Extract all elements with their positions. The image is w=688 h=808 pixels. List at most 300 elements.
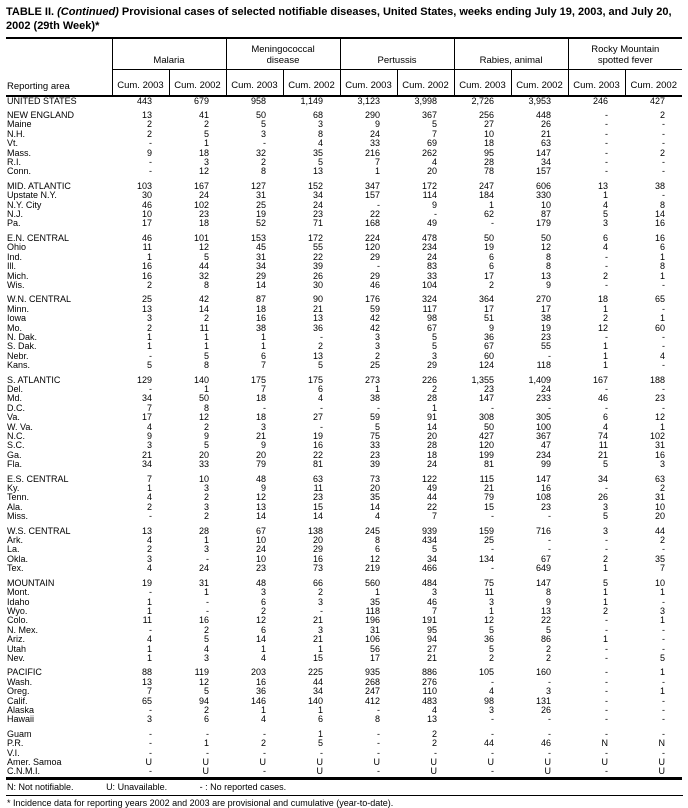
- value-cell: 34: [141, 393, 152, 404]
- value-cell: -: [548, 535, 552, 546]
- value-cell: 16: [313, 553, 324, 564]
- value-cell: 2: [603, 605, 609, 616]
- value-cell: 4: [318, 138, 324, 149]
- value-cell: 21: [313, 615, 324, 626]
- value-cell: -: [320, 402, 324, 413]
- value-cell: 12: [370, 553, 381, 564]
- value-cell: -: [377, 704, 381, 715]
- value-cell: 5: [203, 440, 209, 451]
- value-cell: 14: [255, 511, 266, 522]
- value-cell: 1: [660, 270, 666, 281]
- table-row: [6, 645, 682, 654]
- reporting-area-cell: Mont.: [7, 587, 30, 598]
- value-cell: 3: [432, 587, 438, 598]
- value-cell: 147: [479, 393, 495, 404]
- value-cell: 29: [370, 251, 381, 262]
- table-row: [6, 758, 682, 767]
- value-cell: 24: [541, 383, 552, 394]
- value-cell: 560: [364, 577, 381, 588]
- reporting-area-cell: Ala.: [7, 501, 23, 512]
- reporting-area-cell: NEW ENGLAND: [7, 110, 75, 120]
- value-cell: 434: [422, 535, 438, 546]
- reporting-area-cell: Vt.: [7, 138, 19, 149]
- value-cell: 5: [260, 119, 266, 130]
- value-cell: 27: [427, 643, 438, 654]
- value-cell: 3: [432, 350, 438, 361]
- value-cell: U: [145, 757, 152, 767]
- reporting-area-cell: Guam: [7, 728, 32, 739]
- value-cell: 5: [203, 251, 209, 262]
- value-cell: 1: [375, 383, 381, 394]
- table-row: [6, 503, 682, 512]
- reporting-area-cell: Oreg.: [7, 686, 30, 697]
- value-cell: 9: [260, 440, 266, 451]
- value-cell: 16: [655, 232, 666, 243]
- value-cell: 8: [203, 360, 209, 371]
- value-cell: -: [662, 624, 666, 635]
- value-cell: 1: [660, 421, 666, 432]
- value-cell: -: [662, 119, 666, 130]
- value-cell: 1: [489, 199, 495, 210]
- value-cell: -: [149, 766, 152, 777]
- value-cell: 73: [370, 473, 381, 484]
- table-row: [6, 715, 682, 724]
- value-cell: 35: [655, 553, 666, 564]
- value-cell: 176: [364, 294, 381, 305]
- value-cell: 10: [541, 199, 552, 210]
- table-row: [6, 413, 682, 422]
- value-cell: 7: [432, 511, 438, 522]
- value-cell: -: [662, 402, 666, 413]
- value-cell: 1: [603, 563, 609, 574]
- value-cell: 13: [313, 313, 324, 324]
- value-cell: 2: [318, 341, 324, 352]
- value-cell: 79: [484, 492, 495, 503]
- value-cell: -: [605, 747, 609, 758]
- table-row: [6, 243, 682, 252]
- value-cell: 36: [484, 331, 495, 342]
- value-cell: 21: [484, 483, 495, 494]
- value-cell: 247: [479, 180, 495, 191]
- table-row: [6, 111, 682, 120]
- value-cell: 448: [536, 110, 552, 120]
- value-cell: 131: [536, 695, 552, 706]
- reporting-area-cell: Miss.: [7, 511, 28, 522]
- value-cell: 6: [318, 714, 324, 725]
- value-cell: -: [263, 747, 266, 758]
- value-cell: -: [605, 535, 609, 546]
- value-cell: 117: [422, 303, 438, 314]
- value-cell: 38: [370, 393, 381, 404]
- value-cell: 31: [255, 251, 266, 262]
- value-cell: 22: [313, 449, 324, 460]
- value-cell: 34: [541, 157, 552, 168]
- value-cell: 2: [203, 313, 209, 324]
- reporting-area-cell: Del.: [7, 383, 24, 394]
- value-cell: -: [149, 138, 152, 149]
- value-cell: N: [658, 738, 666, 749]
- value-cell: 2: [489, 652, 495, 663]
- reporting-area-cell: N. Dak.: [7, 331, 38, 342]
- value-cell: 22: [370, 209, 381, 220]
- value-cell: 6: [260, 350, 266, 361]
- reporting-area-cell: Nebr.: [7, 350, 29, 361]
- value-cell: 2: [203, 421, 209, 432]
- reporting-area-cell: Ill.: [7, 261, 16, 272]
- value-cell: -: [491, 218, 495, 229]
- value-cell: 3: [318, 624, 324, 635]
- value-cell: 16: [255, 676, 266, 687]
- value-cell: 118: [536, 360, 552, 371]
- value-cell: 2: [146, 501, 152, 512]
- value-cell: 18: [198, 218, 209, 229]
- value-cell: 9: [432, 199, 438, 210]
- value-cell: -: [377, 261, 381, 272]
- table-row: [6, 555, 682, 564]
- value-cell: -: [662, 634, 666, 645]
- value-cell: -: [320, 747, 324, 758]
- value-cell: 2: [489, 279, 495, 290]
- value-cell: 23: [541, 501, 552, 512]
- value-cell: 122: [422, 473, 438, 484]
- value-cell: 216: [364, 147, 381, 158]
- reporting-area-cell: S. Dak.: [7, 341, 37, 352]
- value-cell: 1: [146, 605, 152, 616]
- value-cell: 1: [146, 483, 152, 494]
- value-cell: 3: [375, 341, 381, 352]
- value-cell: -: [434, 747, 438, 758]
- reporting-area-cell: Mass.: [7, 147, 32, 158]
- value-cell: 716: [536, 525, 552, 536]
- table-header: [6, 38, 682, 96]
- value-cell: 94: [198, 695, 209, 706]
- value-cell: 56: [370, 643, 381, 654]
- value-cell: -: [548, 676, 552, 687]
- value-cell: 13: [598, 180, 609, 191]
- value-cell: 3: [146, 313, 152, 324]
- value-cell: 33: [198, 459, 209, 470]
- value-cell: -: [605, 544, 609, 555]
- reporting-area-cell: Wis.: [7, 279, 25, 290]
- value-cell: 19: [484, 242, 495, 253]
- value-cell: 1: [260, 643, 266, 654]
- value-cell: 14: [370, 501, 381, 512]
- value-cell: 939: [422, 525, 438, 536]
- table-title-prefix: TABLE II.: [6, 6, 55, 18]
- value-cell: 219: [364, 563, 381, 574]
- value-cell: -: [206, 728, 209, 739]
- value-cell: 26: [541, 704, 552, 715]
- value-cell: 49: [427, 483, 438, 494]
- value-cell: 958: [250, 95, 266, 106]
- reporting-area-cell: Tenn.: [7, 492, 30, 503]
- value-cell: 44: [655, 525, 666, 536]
- value-cell: 5: [203, 686, 209, 697]
- table-title: [6, 5, 682, 34]
- value-cell: U: [202, 766, 209, 777]
- col-header-rabies-cum-2003: Cum. 2003: [454, 69, 511, 96]
- value-cell: 3: [203, 544, 209, 555]
- value-cell: 2: [203, 704, 209, 715]
- col-header-meningococcal-cum-2003: Cum. 2003: [226, 69, 283, 96]
- value-cell: 13: [141, 676, 152, 687]
- value-cell: 8: [546, 251, 552, 262]
- value-cell: 9: [146, 147, 152, 158]
- value-cell: 50: [484, 232, 495, 243]
- value-cell: 2: [432, 728, 438, 739]
- value-cell: -: [662, 166, 666, 177]
- reporting-area-cell: V.I.: [7, 747, 20, 758]
- table-row: [6, 262, 682, 271]
- table-row: [6, 654, 682, 663]
- value-cell: 234: [422, 242, 438, 253]
- value-cell: 4: [489, 686, 495, 697]
- value-cell: 120: [479, 440, 495, 451]
- value-cell: -: [377, 738, 381, 749]
- value-cell: 68: [313, 110, 324, 120]
- value-cell: 29: [313, 544, 324, 555]
- value-cell: 15: [313, 501, 324, 512]
- value-cell: 3: [203, 652, 209, 663]
- value-cell: 168: [364, 218, 381, 229]
- value-cell: 44: [313, 676, 324, 687]
- value-cell: 7: [260, 360, 266, 371]
- value-cell: 81: [313, 459, 324, 470]
- table-row: [6, 120, 682, 129]
- value-cell: 225: [307, 667, 324, 678]
- value-cell: 364: [479, 294, 495, 305]
- table-row: [6, 475, 682, 484]
- value-cell: U: [430, 757, 438, 767]
- value-cell: -: [662, 341, 666, 352]
- value-cell: 67: [255, 525, 266, 536]
- value-cell: 5: [318, 738, 324, 749]
- value-cell: 34: [427, 553, 438, 564]
- value-cell: -: [548, 747, 552, 758]
- table-row: [6, 441, 682, 450]
- table-title-continued: (Continued): [57, 6, 119, 18]
- value-cell: 1: [203, 383, 209, 394]
- value-cell: 23: [541, 331, 552, 342]
- value-cell: -: [662, 279, 666, 290]
- value-cell: 4: [660, 350, 666, 361]
- value-cell: 23: [313, 209, 324, 220]
- value-cell: 3: [203, 483, 209, 494]
- value-cell: 2: [660, 483, 666, 494]
- value-cell: -: [662, 643, 666, 654]
- value-cell: 2: [375, 350, 381, 361]
- reporting-area-cell: Md.: [7, 393, 23, 404]
- value-cell: 17: [484, 303, 495, 314]
- table-row: [6, 545, 682, 554]
- value-cell: 245: [364, 525, 381, 536]
- value-cell: 60: [484, 350, 495, 361]
- value-cell: 14: [427, 421, 438, 432]
- value-cell: 367: [536, 431, 552, 441]
- value-cell: 69: [427, 138, 438, 149]
- reporting-area-cell: N.Y. City: [7, 199, 42, 210]
- value-cell: 102: [193, 199, 209, 210]
- value-cell: 81: [484, 459, 495, 470]
- value-cell: 3: [203, 157, 209, 168]
- value-cell: -: [605, 157, 609, 168]
- value-cell: 1: [318, 728, 324, 739]
- table-row: [6, 668, 682, 677]
- value-cell: 79: [255, 459, 266, 470]
- value-cell: 6: [660, 242, 666, 253]
- value-cell: 5: [318, 360, 324, 371]
- value-cell: 38: [655, 180, 666, 191]
- value-cell: 62: [484, 209, 495, 220]
- reporting-area-cell: Tex.: [7, 563, 24, 574]
- value-cell: -: [662, 303, 666, 314]
- value-cell: 18: [484, 138, 495, 149]
- table-row: [6, 385, 682, 394]
- table-legend: [6, 780, 683, 796]
- value-cell: 50: [541, 232, 552, 243]
- value-cell: 2,726: [471, 95, 495, 106]
- value-cell: 49: [427, 218, 438, 229]
- value-cell: 104: [422, 279, 438, 290]
- value-cell: 4: [146, 535, 152, 546]
- table-row: [6, 167, 682, 176]
- table-row: [6, 451, 682, 460]
- value-cell: 147: [536, 577, 552, 588]
- value-cell: 146: [250, 695, 266, 706]
- value-cell: 20: [313, 535, 324, 546]
- value-cell: 5: [203, 128, 209, 139]
- value-cell: -: [548, 714, 552, 725]
- value-cell: -: [605, 331, 609, 342]
- value-cell: -: [149, 350, 152, 361]
- value-cell: 11: [142, 615, 152, 626]
- value-cell: 224: [364, 232, 381, 243]
- value-cell: 3: [489, 596, 495, 607]
- value-cell: 41: [198, 110, 209, 120]
- value-cell: -: [662, 360, 666, 371]
- value-cell: 1: [660, 313, 666, 324]
- value-cell: 46: [370, 279, 381, 290]
- value-cell: 2: [603, 313, 609, 324]
- reporting-area-cell: Kans.: [7, 360, 31, 371]
- value-cell: 179: [536, 218, 552, 229]
- value-cell: 20: [198, 449, 209, 460]
- table-row: [6, 706, 682, 715]
- value-cell: 5: [375, 421, 381, 432]
- value-cell: 3: [603, 525, 609, 536]
- table-row: [6, 635, 682, 644]
- value-cell: 1: [603, 350, 609, 361]
- reporting-area-cell: Pa.: [7, 218, 21, 229]
- value-cell: N: [601, 738, 609, 749]
- table-row: [6, 423, 682, 432]
- value-cell: 1: [660, 587, 666, 598]
- value-cell: 46: [541, 738, 552, 749]
- value-cell: 1: [203, 331, 209, 342]
- value-cell: 2: [432, 738, 438, 749]
- col-header-rmsf-cum-2002: Cum. 2002: [625, 69, 682, 96]
- value-cell: 427: [479, 431, 495, 441]
- value-cell: 262: [422, 147, 438, 158]
- reporting-area-cell: MID. ATLANTIC: [7, 180, 71, 191]
- value-cell: 1: [432, 402, 438, 413]
- value-cell: 39: [370, 459, 381, 470]
- value-cell: 12: [198, 676, 209, 687]
- value-cell: 10: [655, 501, 666, 512]
- reporting-area-cell: Conn.: [7, 166, 32, 177]
- value-cell: -: [605, 483, 609, 494]
- value-cell: 31: [370, 624, 381, 635]
- reporting-area-cell: Upstate N.Y.: [7, 190, 57, 201]
- value-cell: 60: [655, 322, 666, 333]
- value-cell: -: [605, 147, 609, 158]
- value-cell: 606: [536, 180, 552, 191]
- value-cell: 46: [141, 232, 152, 243]
- value-cell: 3,123: [357, 95, 381, 106]
- value-cell: 94: [427, 634, 438, 645]
- table-row: [6, 182, 682, 191]
- value-cell: 23: [198, 209, 209, 220]
- value-cell: 6: [603, 412, 609, 423]
- value-cell: 1: [318, 704, 324, 715]
- value-cell: 21: [141, 449, 152, 460]
- value-cell: 1: [146, 251, 152, 262]
- value-cell: -: [605, 119, 609, 130]
- value-cell: 443: [136, 95, 152, 106]
- value-cell: -: [149, 166, 152, 177]
- reporting-area-cell: N.C.: [7, 431, 25, 441]
- reporting-area-cell: PACIFIC: [7, 667, 42, 678]
- value-cell: -: [149, 728, 152, 739]
- value-cell: 1: [489, 605, 495, 616]
- value-cell: 4: [260, 652, 266, 663]
- value-cell: 3: [603, 218, 609, 229]
- reporting-area-cell: Ind.: [7, 251, 23, 262]
- value-cell: -: [662, 138, 666, 149]
- reporting-area-cell: Calif.: [7, 695, 28, 706]
- value-cell: 25: [484, 535, 495, 546]
- reporting-area-cell: C.N.M.I.: [7, 766, 40, 777]
- table-row: [6, 191, 682, 200]
- value-cell: -: [605, 728, 609, 739]
- value-cell: -: [605, 279, 609, 290]
- value-cell: U: [373, 757, 381, 767]
- value-cell: -: [548, 402, 552, 413]
- value-cell: 18: [598, 294, 609, 305]
- value-cell: -: [662, 728, 666, 739]
- table-title-rest: Provisional cases of selected notifiable diseases, United States, weeks ending July 19, 2003, and July 20, 2002 (29th Week)*: [6, 6, 672, 33]
- value-cell: 98: [484, 695, 495, 706]
- reporting-area-cell: Ohio: [7, 242, 27, 253]
- value-cell: 110: [422, 686, 438, 697]
- col-header-rmsf-cum-2003: Cum. 2003: [568, 69, 625, 96]
- reporting-area-cell: R.I.: [7, 157, 22, 168]
- value-cell: 3: [546, 686, 552, 697]
- value-cell: -: [605, 667, 609, 678]
- value-cell: 39: [313, 261, 324, 272]
- table-row: [6, 234, 682, 243]
- value-cell: 9: [489, 322, 495, 333]
- value-cell: 8: [660, 199, 666, 210]
- value-cell: 246: [593, 95, 609, 106]
- value-cell: -: [149, 587, 152, 598]
- value-cell: -: [491, 728, 495, 739]
- value-cell: 33: [427, 270, 438, 281]
- value-cell: 67: [427, 322, 438, 333]
- value-cell: 16: [541, 483, 552, 494]
- value-cell: 4: [146, 634, 152, 645]
- value-cell: 649: [536, 563, 552, 574]
